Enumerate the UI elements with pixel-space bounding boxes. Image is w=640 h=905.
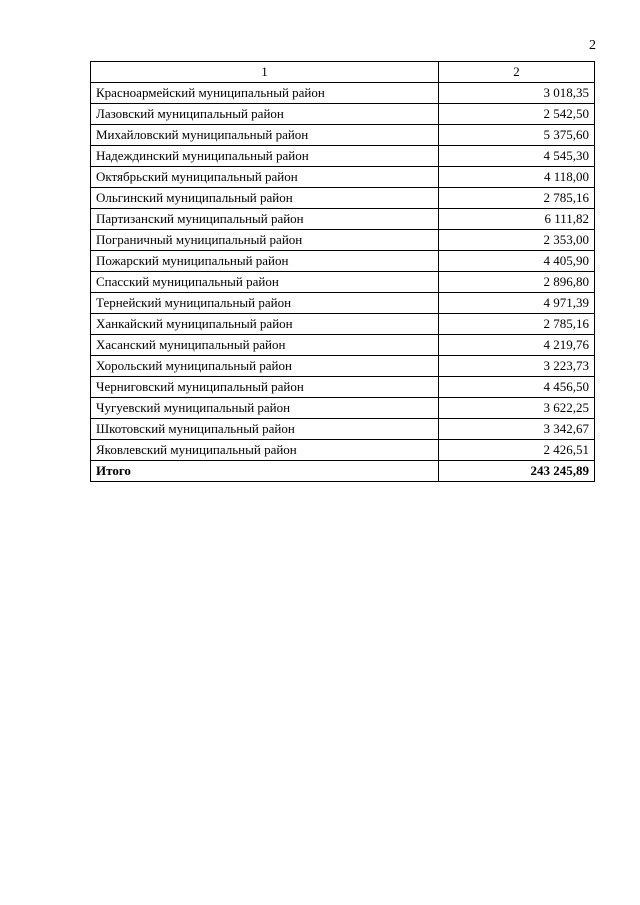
table-row xyxy=(91,125,595,146)
table-row xyxy=(91,188,595,209)
row-name: Лазовский муниципальный район xyxy=(91,104,439,125)
table-row xyxy=(91,398,595,419)
row-amount: 6 111,82 xyxy=(439,209,595,230)
row-name: Тернейский муниципальный район xyxy=(91,293,439,314)
table-row xyxy=(91,419,595,440)
table-row xyxy=(91,356,595,377)
row-amount: 2 426,51 xyxy=(439,440,595,461)
row-name: Ханкайский муниципальный район xyxy=(91,314,439,335)
table-row xyxy=(91,272,595,293)
row-name: Хасанский муниципальный район xyxy=(91,335,439,356)
row-name: Надеждинский муниципальный район xyxy=(91,146,439,167)
table-row xyxy=(91,167,595,188)
row-amount: 3 622,25 xyxy=(439,398,595,419)
row-amount: 3 018,35 xyxy=(439,83,595,104)
row-amount: 2 896,80 xyxy=(439,272,595,293)
row-name: Хорольский муниципальный район xyxy=(91,356,439,377)
row-amount: 4 405,90 xyxy=(439,251,595,272)
row-name: Партизанский муниципальный район xyxy=(91,209,439,230)
page-number: 2 xyxy=(589,38,596,53)
row-amount: 3 223,73 xyxy=(439,356,595,377)
row-amount: 3 342,67 xyxy=(439,419,595,440)
row-amount: 4 219,76 xyxy=(439,335,595,356)
table-row xyxy=(91,146,595,167)
row-amount: 2 353,00 xyxy=(439,230,595,251)
row-name: Михайловский муниципальный район xyxy=(91,125,439,146)
row-name: Октябрьский муниципальный район xyxy=(91,167,439,188)
row-name: Яковлевский муниципальный район xyxy=(91,440,439,461)
table-row xyxy=(91,104,595,125)
table-row xyxy=(91,293,595,314)
row-name: Красноармейский муниципальный район xyxy=(91,83,439,104)
row-name: Ольгинский муниципальный район xyxy=(91,188,439,209)
total-amount: 243 245,89 xyxy=(439,461,595,482)
table-header-row xyxy=(91,62,595,83)
row-amount: 2 785,16 xyxy=(439,314,595,335)
table-row xyxy=(91,251,595,272)
row-amount: 4 971,39 xyxy=(439,293,595,314)
row-name: Спасский муниципальный район xyxy=(91,272,439,293)
row-amount: 5 375,60 xyxy=(439,125,595,146)
table-row xyxy=(91,335,595,356)
total-label: Итого xyxy=(91,461,439,482)
row-name: Черниговский муниципальный район xyxy=(91,377,439,398)
budget-table xyxy=(90,61,595,482)
table-row xyxy=(91,230,595,251)
row-amount: 2 542,50 xyxy=(439,104,595,125)
row-amount: 2 785,16 xyxy=(439,188,595,209)
row-name: Пограничный муниципальный район xyxy=(91,230,439,251)
row-name: Чугуевский муниципальный район xyxy=(91,398,439,419)
table-row xyxy=(91,209,595,230)
table-row xyxy=(91,440,595,461)
row-amount: 4 545,30 xyxy=(439,146,595,167)
table-row xyxy=(91,377,595,398)
row-amount: 4 456,50 xyxy=(439,377,595,398)
column-header-1: 1 xyxy=(91,62,439,83)
table-row xyxy=(91,314,595,335)
row-name: Пожарский муниципальный район xyxy=(91,251,439,272)
column-header-2: 2 xyxy=(439,62,595,83)
total-row xyxy=(91,461,595,482)
row-name: Шкотовский муниципальный район xyxy=(91,419,439,440)
table-row xyxy=(91,83,595,104)
row-amount: 4 118,00 xyxy=(439,167,595,188)
